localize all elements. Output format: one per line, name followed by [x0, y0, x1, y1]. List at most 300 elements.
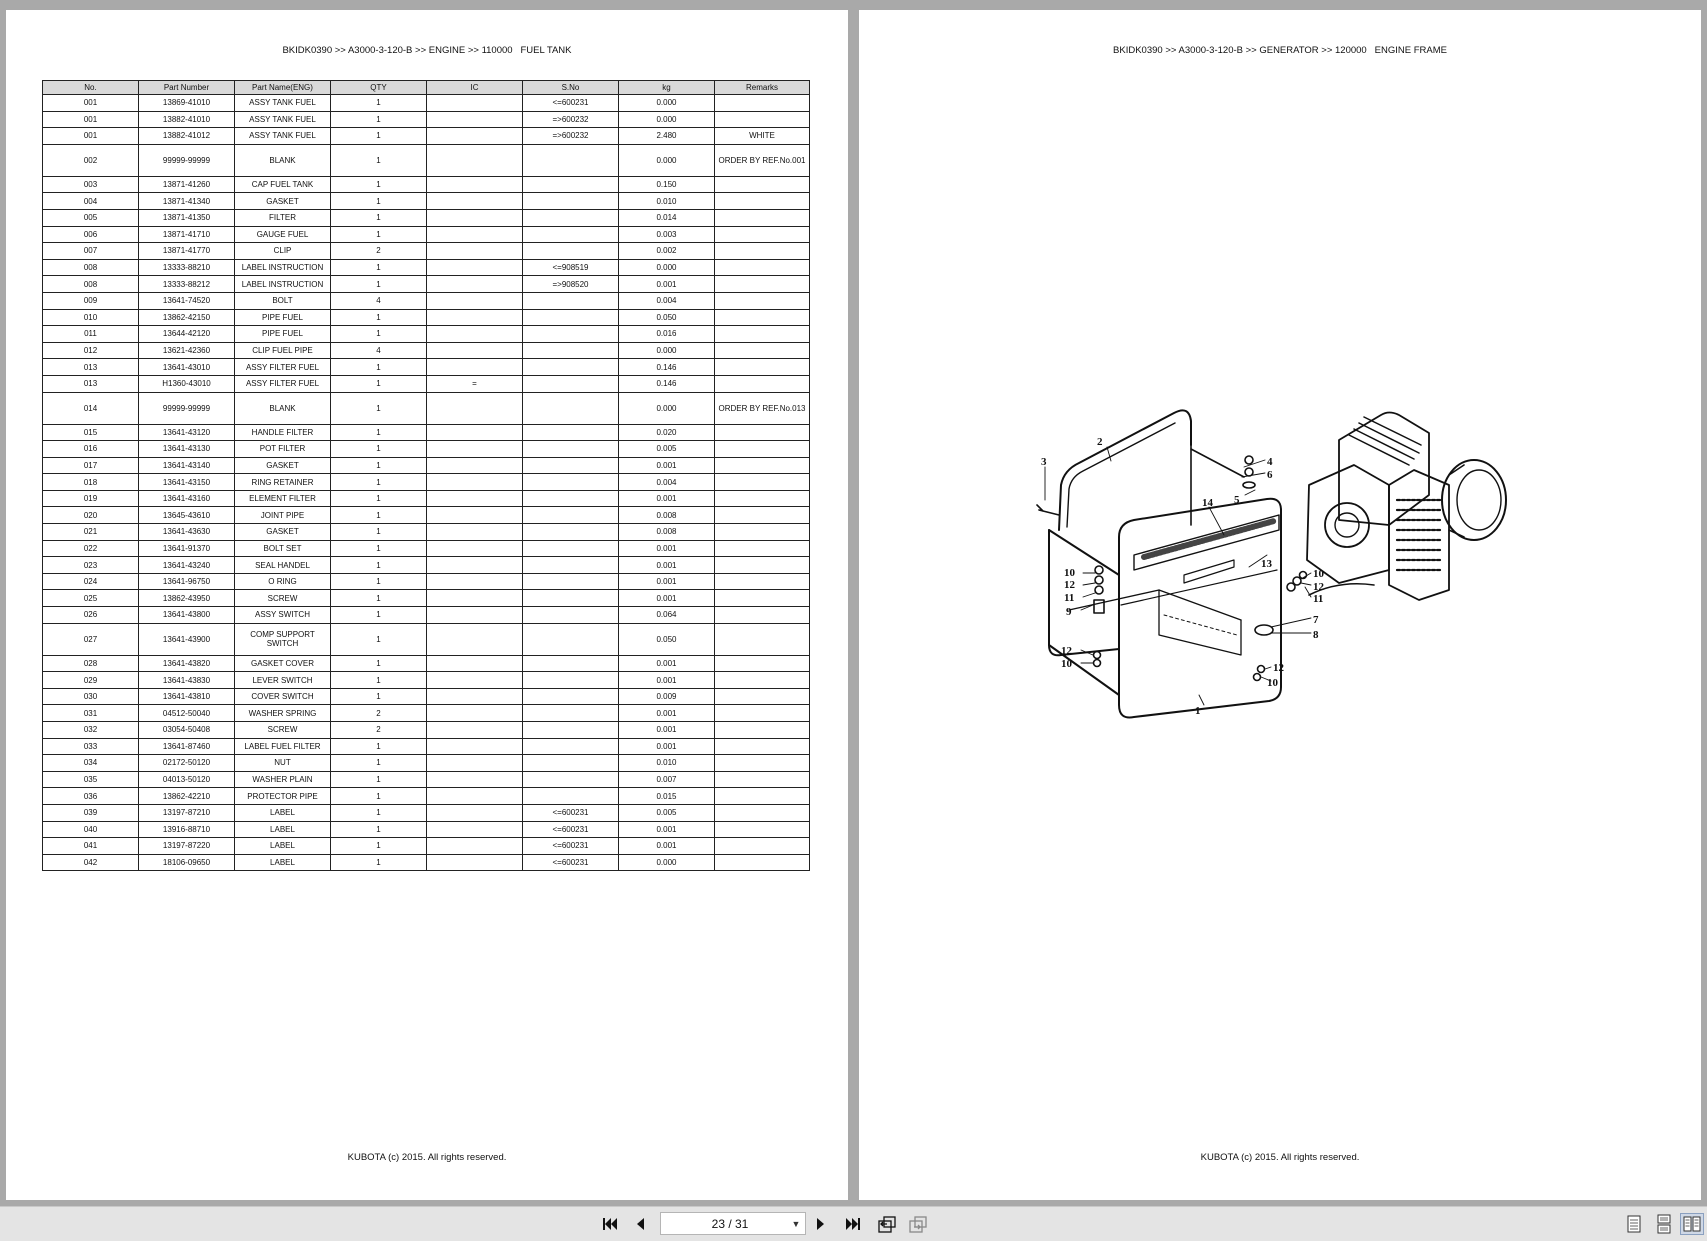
cell-qty: 1 — [331, 738, 427, 755]
cell-weight-kg: 0.000 — [619, 95, 715, 112]
callout-10b: 10 — [1061, 658, 1072, 670]
cell-part-name: WASHER SPRING — [235, 705, 331, 722]
cell-serial-no: <=600231 — [523, 804, 619, 821]
cell-remarks — [715, 226, 810, 243]
callout-14: 14 — [1202, 497, 1213, 509]
cell-remarks — [715, 342, 810, 359]
cell-part-number: 13641-43900 — [139, 623, 235, 655]
cell-ic — [427, 788, 523, 805]
cell-serial-no — [523, 788, 619, 805]
cell-part-name: BOLT SET — [235, 540, 331, 557]
table-header-row — [43, 81, 810, 95]
cell-no: 021 — [43, 524, 139, 541]
cell-remarks — [715, 375, 810, 392]
cell-ic — [427, 573, 523, 590]
cell-part-number: 99999-99999 — [139, 392, 235, 424]
cell-part-number: 13862-42210 — [139, 788, 235, 805]
cell-remarks — [715, 292, 810, 309]
chevron-down-icon[interactable]: ▼ — [791, 1218, 801, 1229]
cell-part-number: 13645-43610 — [139, 507, 235, 524]
cell-qty: 1 — [331, 524, 427, 541]
cell-part-number: 13641-43820 — [139, 655, 235, 672]
cell-serial-no — [523, 441, 619, 458]
cell-serial-no — [523, 342, 619, 359]
cell-serial-no: <=600231 — [523, 95, 619, 112]
cell-part-name: LABEL — [235, 821, 331, 838]
cell-remarks — [715, 755, 810, 772]
cell-weight-kg: 0.000 — [619, 854, 715, 871]
callout-3: 3 — [1041, 456, 1047, 468]
cell-serial-no — [523, 722, 619, 739]
cell-no: 014 — [43, 392, 139, 424]
cell-remarks — [715, 557, 810, 574]
cell-part-number: 13641-96750 — [139, 573, 235, 590]
cell-remarks — [715, 507, 810, 524]
cell-qty: 1 — [331, 259, 427, 276]
cell-weight-kg: 0.005 — [619, 441, 715, 458]
cell-part-number: 13871-41340 — [139, 193, 235, 210]
cell-no: 011 — [43, 326, 139, 343]
cell-ic — [427, 705, 523, 722]
table-row — [43, 507, 810, 524]
cell-part-name: PROTECTOR PIPE — [235, 788, 331, 805]
go-forward-view-icon[interactable] — [906, 1213, 930, 1235]
cell-ic — [427, 507, 523, 524]
cell-remarks — [715, 457, 810, 474]
cell-part-name: COVER SWITCH — [235, 688, 331, 705]
cell-remarks: WHITE — [715, 128, 810, 145]
cell-weight-kg: 2.480 — [619, 128, 715, 145]
cell-serial-no — [523, 738, 619, 755]
cell-part-number: 13641-43810 — [139, 688, 235, 705]
cell-ic — [427, 292, 523, 309]
callout-10d: 10 — [1267, 677, 1278, 689]
cell-qty: 1 — [331, 193, 427, 210]
next-page-icon[interactable] — [809, 1213, 833, 1235]
cell-weight-kg: 0.000 — [619, 392, 715, 424]
cell-ic — [427, 392, 523, 424]
cell-ic — [427, 540, 523, 557]
callout-1: 1 — [1195, 705, 1201, 717]
cell-part-number: 13862-42150 — [139, 309, 235, 326]
cell-qty: 1 — [331, 607, 427, 624]
engine-assembly — [1307, 413, 1506, 601]
cell-serial-no — [523, 590, 619, 607]
table-row — [43, 557, 810, 574]
cell-serial-no — [523, 424, 619, 441]
engine-frame-exploded-diagram — [1009, 405, 1529, 745]
cell-weight-kg: 0.008 — [619, 507, 715, 524]
cell-part-number: 13644-42120 — [139, 326, 235, 343]
table-row — [43, 804, 810, 821]
cell-part-number: 18106-09650 — [139, 854, 235, 871]
last-page-icon[interactable] — [841, 1213, 865, 1235]
cell-part-number: 04013-50120 — [139, 771, 235, 788]
table-row — [43, 755, 810, 772]
left-page — [6, 10, 848, 1200]
cell-qty: 2 — [331, 705, 427, 722]
cell-part-name: LABEL — [235, 838, 331, 855]
callout-7: 7 — [1313, 614, 1319, 626]
cell-part-number: 13641-43800 — [139, 607, 235, 624]
cell-qty: 1 — [331, 128, 427, 145]
table-row — [43, 688, 810, 705]
cell-serial-no: <=600231 — [523, 838, 619, 855]
cell-remarks — [715, 607, 810, 624]
cell-qty: 1 — [331, 854, 427, 871]
cell-no: 001 — [43, 95, 139, 112]
cell-weight-kg: 0.000 — [619, 259, 715, 276]
cell-qty: 1 — [331, 672, 427, 689]
cell-remarks — [715, 655, 810, 672]
page-breadcrumb: BKIDK0390 >> A3000-3-120-B >> ENGINE >> 110000 FUEL TANK — [282, 45, 572, 56]
prev-page-icon[interactable] — [628, 1213, 652, 1235]
cell-part-name: WASHER PLAIN — [235, 771, 331, 788]
cell-qty: 1 — [331, 573, 427, 590]
cell-ic: = — [427, 375, 523, 392]
cell-part-number: 13641-43120 — [139, 424, 235, 441]
cell-ic — [427, 722, 523, 739]
cell-weight-kg: 0.050 — [619, 309, 715, 326]
cell-serial-no — [523, 705, 619, 722]
cell-qty: 1 — [331, 111, 427, 128]
cell-no: 030 — [43, 688, 139, 705]
cell-weight-kg: 0.001 — [619, 573, 715, 590]
cell-no: 033 — [43, 738, 139, 755]
cell-no: 028 — [43, 655, 139, 672]
cell-qty: 1 — [331, 226, 427, 243]
cell-ic — [427, 474, 523, 491]
cell-part-name: SEAL HANDEL — [235, 557, 331, 574]
cell-no: 039 — [43, 804, 139, 821]
cell-qty: 1 — [331, 176, 427, 193]
cell-remarks: ORDER BY REF.No.001 — [715, 144, 810, 176]
cell-part-number: 13333-88212 — [139, 276, 235, 293]
cell-qty: 1 — [331, 424, 427, 441]
cell-remarks — [715, 276, 810, 293]
cell-no: 004 — [43, 193, 139, 210]
callout-10c: 10 — [1313, 568, 1324, 580]
cell-qty: 1 — [331, 838, 427, 855]
table-row — [43, 821, 810, 838]
cell-part-name: PIPE FUEL — [235, 309, 331, 326]
cell-part-number: 13871-41710 — [139, 226, 235, 243]
table-row — [43, 738, 810, 755]
cell-part-name: GASKET — [235, 193, 331, 210]
cell-ic — [427, 457, 523, 474]
frame-front-loop — [1119, 499, 1281, 718]
cell-qty: 1 — [331, 95, 427, 112]
cell-ic — [427, 243, 523, 260]
cell-weight-kg: 0.001 — [619, 672, 715, 689]
cell-qty: 1 — [331, 375, 427, 392]
cell-remarks — [715, 441, 810, 458]
cell-weight-kg: 0.001 — [619, 821, 715, 838]
cell-no: 024 — [43, 573, 139, 590]
cell-part-number: 13641-74520 — [139, 292, 235, 309]
table-row — [43, 95, 810, 112]
frame-rear-handle — [1059, 410, 1191, 530]
table-row — [43, 771, 810, 788]
cell-serial-no — [523, 623, 619, 655]
cell-part-number: 13871-41770 — [139, 243, 235, 260]
cell-no: 012 — [43, 342, 139, 359]
callout-8: 8 — [1313, 629, 1319, 641]
cell-part-number: 13871-41350 — [139, 209, 235, 226]
first-page-icon[interactable] — [598, 1213, 622, 1235]
cell-serial-no — [523, 474, 619, 491]
cell-weight-kg: 0.001 — [619, 457, 715, 474]
cell-serial-no: <=600231 — [523, 821, 619, 838]
cell-weight-kg: 0.014 — [619, 209, 715, 226]
cell-qty: 1 — [331, 144, 427, 176]
cell-part-number: 13641-43150 — [139, 474, 235, 491]
cell-remarks — [715, 821, 810, 838]
cell-remarks — [715, 424, 810, 441]
cell-remarks — [715, 176, 810, 193]
cell-weight-kg: 0.008 — [619, 524, 715, 541]
table-row — [43, 326, 810, 343]
table-row — [43, 573, 810, 590]
cell-part-number: 13641-43630 — [139, 524, 235, 541]
cell-qty: 1 — [331, 309, 427, 326]
table-row — [43, 392, 810, 424]
cell-ic — [427, 557, 523, 574]
cell-remarks — [715, 788, 810, 805]
cell-serial-no — [523, 755, 619, 772]
cell-no: 035 — [43, 771, 139, 788]
column-header-qty: QTY — [331, 81, 427, 95]
cell-weight-kg: 0.001 — [619, 590, 715, 607]
table-row — [43, 457, 810, 474]
cell-part-number: 13882-41012 — [139, 128, 235, 145]
cell-part-name: LABEL — [235, 854, 331, 871]
cell-ic — [427, 326, 523, 343]
viewer-toolbar — [0, 1206, 1707, 1241]
cell-part-number: 13869-41010 — [139, 95, 235, 112]
parts-table — [42, 80, 810, 871]
cell-weight-kg: 0.146 — [619, 359, 715, 376]
cell-ic — [427, 490, 523, 507]
cell-remarks — [715, 854, 810, 871]
cell-weight-kg: 0.009 — [619, 688, 715, 705]
column-header-part-number: Part Number — [139, 81, 235, 95]
cell-serial-no — [523, 607, 619, 624]
cell-serial-no — [523, 193, 619, 210]
cell-remarks — [715, 95, 810, 112]
cell-ic — [427, 209, 523, 226]
cell-part-number: 04512-50040 — [139, 705, 235, 722]
cell-weight-kg: 0.000 — [619, 144, 715, 176]
table-row — [43, 540, 810, 557]
cell-qty: 1 — [331, 474, 427, 491]
cell-qty: 1 — [331, 804, 427, 821]
cell-qty: 1 — [331, 688, 427, 705]
cell-part-name: ASSY TANK FUEL — [235, 111, 331, 128]
cell-qty: 1 — [331, 209, 427, 226]
cell-no: 032 — [43, 722, 139, 739]
cell-ic — [427, 672, 523, 689]
cell-part-name: GASKET — [235, 457, 331, 474]
cell-part-number: H1360-43010 — [139, 375, 235, 392]
cell-ic — [427, 771, 523, 788]
cell-weight-kg: 0.050 — [619, 623, 715, 655]
cell-part-name: GAUGE FUEL — [235, 226, 331, 243]
callout-11c: 11 — [1313, 593, 1324, 605]
cell-weight-kg: 0.020 — [619, 424, 715, 441]
cell-remarks — [715, 259, 810, 276]
cell-qty: 4 — [331, 342, 427, 359]
cell-no: 002 — [43, 144, 139, 176]
cell-serial-no — [523, 524, 619, 541]
cell-ic — [427, 359, 523, 376]
cell-serial-no — [523, 557, 619, 574]
cell-part-name: NUT — [235, 755, 331, 772]
cell-ic — [427, 144, 523, 176]
cell-part-number: 02172-50120 — [139, 755, 235, 772]
cell-weight-kg: 0.001 — [619, 738, 715, 755]
cell-weight-kg: 0.000 — [619, 111, 715, 128]
cell-weight-kg: 0.150 — [619, 176, 715, 193]
cell-no: 026 — [43, 607, 139, 624]
callout-12b: 12 — [1061, 645, 1072, 657]
table-row — [43, 128, 810, 145]
column-header-serial-no: S.No — [523, 81, 619, 95]
cell-qty: 1 — [331, 276, 427, 293]
cell-part-name: BLANK — [235, 392, 331, 424]
cell-no: 007 — [43, 243, 139, 260]
cell-ic — [427, 688, 523, 705]
cell-part-name: GASKET — [235, 524, 331, 541]
cell-weight-kg: 0.001 — [619, 276, 715, 293]
cell-qty: 1 — [331, 507, 427, 524]
cell-serial-no: =>600232 — [523, 128, 619, 145]
cell-ic — [427, 128, 523, 145]
cell-ic — [427, 342, 523, 359]
cell-serial-no — [523, 326, 619, 343]
cell-weight-kg: 0.002 — [619, 243, 715, 260]
two-page-view-icon[interactable] — [1680, 1213, 1704, 1235]
table-row — [43, 359, 810, 376]
cell-no: 003 — [43, 176, 139, 193]
cell-remarks — [715, 771, 810, 788]
table-row — [43, 111, 810, 128]
cell-weight-kg: 0.001 — [619, 557, 715, 574]
cell-serial-no — [523, 771, 619, 788]
cell-remarks — [715, 111, 810, 128]
callout-12a: 12 — [1064, 579, 1075, 591]
cell-weight-kg: 0.146 — [619, 375, 715, 392]
cell-serial-no — [523, 209, 619, 226]
cell-weight-kg: 0.001 — [619, 490, 715, 507]
cell-qty: 1 — [331, 540, 427, 557]
cell-qty: 1 — [331, 457, 427, 474]
cell-no: 010 — [43, 309, 139, 326]
page-number-field[interactable] — [660, 1212, 806, 1235]
continuous-view-icon[interactable] — [1652, 1213, 1676, 1235]
cell-weight-kg: 0.064 — [619, 607, 715, 624]
cell-part-name: HANDLE FILTER — [235, 424, 331, 441]
cell-part-name: BOLT — [235, 292, 331, 309]
cell-remarks — [715, 672, 810, 689]
cell-ic — [427, 424, 523, 441]
callout-9: 9 — [1066, 606, 1072, 618]
table-row — [43, 176, 810, 193]
cell-remarks — [715, 524, 810, 541]
cell-no: 009 — [43, 292, 139, 309]
cell-ic — [427, 804, 523, 821]
cell-part-name: SCREW — [235, 722, 331, 739]
cell-serial-no — [523, 359, 619, 376]
cell-weight-kg: 0.001 — [619, 655, 715, 672]
cell-part-number: 03054-50408 — [139, 722, 235, 739]
cell-no: 001 — [43, 128, 139, 145]
cell-no: 006 — [43, 226, 139, 243]
cell-ic — [427, 623, 523, 655]
cell-ic — [427, 738, 523, 755]
cell-part-number: 13641-87460 — [139, 738, 235, 755]
cell-serial-no — [523, 176, 619, 193]
cell-no: 015 — [43, 424, 139, 441]
cell-part-name: ELEMENT FILTER — [235, 490, 331, 507]
cell-remarks — [715, 573, 810, 590]
cell-weight-kg: 0.001 — [619, 838, 715, 855]
cell-no: 040 — [43, 821, 139, 838]
cell-qty: 1 — [331, 557, 427, 574]
cell-part-name: ASSY TANK FUEL — [235, 128, 331, 145]
cell-serial-no — [523, 144, 619, 176]
cell-part-name: CAP FUEL TANK — [235, 176, 331, 193]
cell-qty: 1 — [331, 623, 427, 655]
cell-no: 001 — [43, 111, 139, 128]
cell-part-name: SCREW — [235, 590, 331, 607]
cell-remarks — [715, 590, 810, 607]
cell-remarks — [715, 243, 810, 260]
table-row — [43, 590, 810, 607]
cell-remarks — [715, 623, 810, 655]
cell-no: 027 — [43, 623, 139, 655]
cell-no: 042 — [43, 854, 139, 871]
go-back-view-icon[interactable] — [875, 1213, 899, 1235]
cell-remarks — [715, 209, 810, 226]
cell-weight-kg: 0.010 — [619, 755, 715, 772]
cell-part-name: JOINT PIPE — [235, 507, 331, 524]
table-row — [43, 424, 810, 441]
page-indicator: 23 / 31 — [711, 1216, 749, 1231]
cell-remarks — [715, 705, 810, 722]
cell-part-number: 13641-91370 — [139, 540, 235, 557]
cell-serial-no — [523, 655, 619, 672]
column-header-weight-kg: kg — [619, 81, 715, 95]
cell-serial-no — [523, 243, 619, 260]
cell-part-name: ASSY TANK FUEL — [235, 95, 331, 112]
cell-qty: 1 — [331, 755, 427, 772]
page-footer: KUBOTA (c) 2015. All rights reserved. — [347, 1152, 507, 1163]
cell-no: 013 — [43, 375, 139, 392]
cell-ic — [427, 854, 523, 871]
cell-part-number: 13862-43950 — [139, 590, 235, 607]
table-row — [43, 226, 810, 243]
cell-serial-no — [523, 672, 619, 689]
cell-no: 034 — [43, 755, 139, 772]
cell-weight-kg: 0.003 — [619, 226, 715, 243]
single-page-view-icon[interactable] — [1622, 1213, 1646, 1235]
table-row — [43, 655, 810, 672]
callout-2: 2 — [1097, 436, 1103, 448]
cell-ic — [427, 259, 523, 276]
table-row — [43, 524, 810, 541]
table-row — [43, 144, 810, 176]
